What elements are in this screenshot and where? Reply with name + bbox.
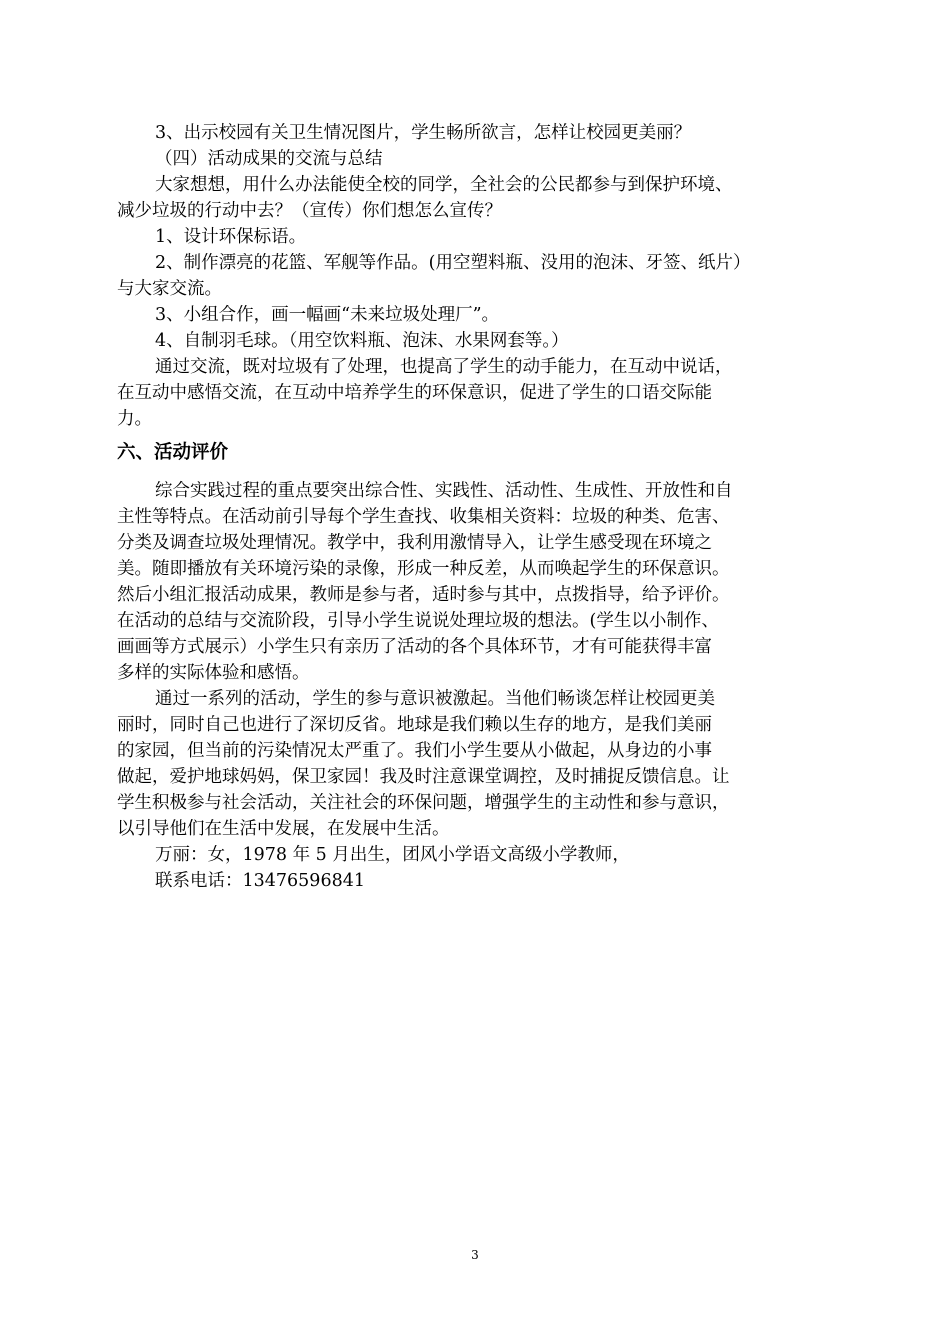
author-info: [117, 842, 840, 868]
paragraph: [117, 224, 840, 250]
paragraph: [117, 172, 840, 224]
paragraph: [117, 146, 840, 172]
text-line: （四）活动成果的交流与总结: [155, 149, 383, 169]
text-line: 多样的实际体验和感悟。: [117, 663, 310, 683]
paragraph: [117, 302, 840, 328]
text-line: 做起，爱护地球妈妈，保卫家园！我及时注意课堂调控，及时捕捉反馈信息。让: [117, 767, 730, 787]
paragraph: [117, 120, 840, 146]
text-line: 学生积极参与社会活动，关注社会的环保问题，增强学生的主动性和参与意识，: [117, 793, 730, 813]
text-line: 4、自制羽毛球。（用空饮料瓶、泡沫、水果网套等。）: [155, 331, 569, 351]
text-line: 力。: [117, 409, 152, 429]
text-line: 3、出示校园有关卫生情况图片，学生畅所欲言，怎样让校园更美丽？: [155, 123, 692, 143]
text-line: 万丽：女，1978 年 5 月出生，团风小学语文高级小学教师，: [155, 845, 630, 865]
document-body: [117, 120, 840, 894]
text-line: 美。随即播放有关环境污染的录像，形成一种反差，从而唤起学生的环保意识。: [117, 559, 730, 579]
text-line: 通过交流，既对垃圾有了处理，也提高了学生的动手能力，在互动中说话，: [155, 357, 733, 377]
paragraph: [117, 686, 840, 842]
text-line: 在活动的总结与交流阶段，引导小学生说说处理垃圾的想法。(学生以小制作、: [117, 611, 719, 631]
text-line: 与大家交流。: [117, 279, 222, 299]
text-line: 丽时，同时自己也进行了深切反省。地球是我们赖以生存的地方，是我们美丽: [117, 715, 712, 735]
text-line: 以引导他们在生活中发展，在发展中生活。: [117, 819, 450, 839]
text-line: 主性等特点。在活动前引导每个学生查找、收集相关资料：垃圾的种类、危害、: [117, 507, 730, 527]
paragraph: [117, 478, 840, 686]
text-line: 画画等方式展示）小学生只有亲历了活动的各个具体环节，才有可能获得丰富: [117, 637, 712, 657]
text-line: 综合实践过程的重点要突出综合性、实践性、活动性、生成性、开放性和自: [155, 481, 733, 501]
text-line: 大家想想，用什么办法能使全校的同学，全社会的公民都参与到保护环境、: [155, 175, 733, 195]
text-line: 联系电话：13476596841: [155, 871, 365, 891]
section-heading: 六、活动评价: [117, 442, 229, 463]
text-line: 在互动中感悟交流，在互动中培养学生的环保意识，促进了学生的口语交际能: [117, 383, 712, 403]
text-line: 的家园，但当前的污染情况太严重了。我们小学生要从小做起，从身边的小事: [117, 741, 712, 761]
text-line: 然后小组汇报活动成果，教师是参与者，适时参与其中，点拨指导，给予评价。: [117, 585, 730, 605]
page-number: 3: [471, 1248, 479, 1262]
text-line: 通过一系列的活动，学生的参与意识被激起。当他们畅谈怎样让校园更美: [155, 689, 715, 709]
text-line: 减少垃圾的行动中去？（宣传）你们想怎么宣传？: [117, 201, 502, 221]
contact-phone: [117, 868, 840, 894]
paragraph: [117, 328, 840, 354]
paragraph: [117, 250, 840, 302]
text-line: 分类及调查垃圾处理情况。教学中，我利用激情导入，让学生感受现在环境之: [117, 533, 712, 553]
paragraph: [117, 354, 840, 432]
text-line: 2、制作漂亮的花篮、军舰等作品。(用空塑料瓶、没用的泡沫、牙签、纸片）: [155, 253, 751, 273]
text-line: 3、小组合作，画一幅画“未来垃圾处理厂”。: [155, 305, 500, 325]
text-line: 1、设计环保标语。: [155, 227, 307, 247]
